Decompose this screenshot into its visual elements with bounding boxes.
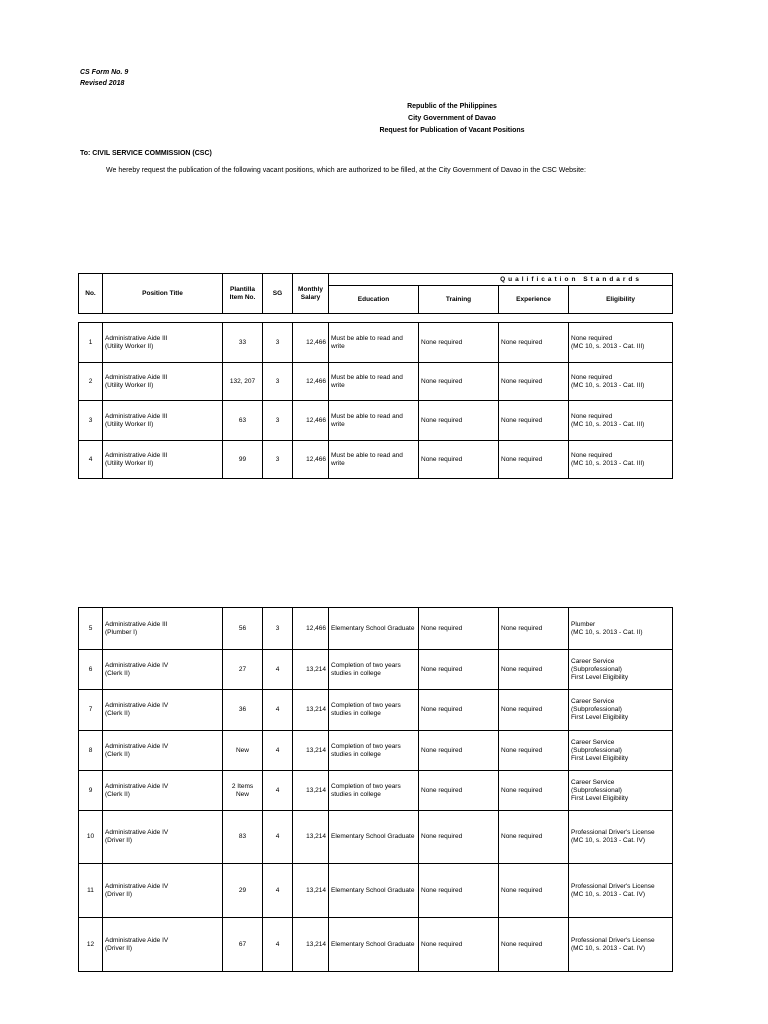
col-experience: Experience bbox=[499, 286, 569, 314]
eligibility-line: (MC 10, s. 2013 - Cat. IV) bbox=[571, 890, 646, 898]
position-title-line: (Clerk II) bbox=[105, 710, 130, 717]
eligibility-line: (MC 10, s. 2013 - Cat. III) bbox=[571, 342, 645, 350]
cell-education: Must be able to read and write bbox=[329, 323, 419, 363]
cell-no: 5 bbox=[79, 608, 103, 650]
table-row bbox=[79, 918, 673, 972]
plantilla-line: 99 bbox=[238, 455, 247, 463]
position-title-line: Administrative Aide IV bbox=[105, 782, 169, 790]
positions-table-1 bbox=[78, 322, 673, 479]
col-eligibility: Eligibility bbox=[569, 286, 673, 314]
cell-training: None required bbox=[419, 864, 499, 918]
cell-education: Completion of two years studies in college bbox=[329, 650, 419, 690]
cell-plantilla-item bbox=[223, 864, 263, 918]
position-title-line: (Utility Worker II) bbox=[105, 420, 154, 428]
cell-training: None required bbox=[419, 811, 499, 864]
col-qualification-standards: Qualification Standards bbox=[329, 274, 673, 286]
position-title-line: Administrative Aide IV bbox=[105, 882, 169, 890]
cell-experience: None required bbox=[499, 323, 569, 363]
cell-no: 8 bbox=[79, 731, 103, 771]
cell-sg: 3 bbox=[263, 323, 293, 363]
table-row bbox=[79, 690, 673, 731]
cell-education: Completion of two years studies in college bbox=[329, 731, 419, 771]
cell-position-title bbox=[103, 690, 223, 731]
plantilla-line: 36 bbox=[238, 706, 247, 713]
cell-sg: 3 bbox=[263, 608, 293, 650]
col-training: Training bbox=[419, 286, 499, 314]
table-row bbox=[79, 864, 673, 918]
cell-experience: None required bbox=[499, 771, 569, 811]
cell-monthly-salary: 12,466 bbox=[293, 608, 329, 650]
eligibility-line: None required bbox=[571, 373, 613, 381]
col-monthly-salary: Monthly Salary bbox=[293, 274, 329, 314]
position-title-line: Administrative Aide IV bbox=[105, 742, 169, 750]
plantilla-line: 132, 207 bbox=[229, 377, 256, 385]
eligibility-line: (MC 10, s. 2013 - Cat. II) bbox=[571, 628, 643, 636]
table-row bbox=[79, 401, 673, 441]
plantilla-line: 67 bbox=[238, 940, 247, 948]
column-header-table bbox=[78, 273, 673, 314]
eligibility-line: (MC 10, s. 2013 - Cat. III) bbox=[571, 381, 645, 389]
cell-monthly-salary: 12,466 bbox=[293, 441, 329, 479]
cell-experience: None required bbox=[499, 401, 569, 441]
table-row bbox=[79, 650, 673, 690]
cell-position-title bbox=[103, 323, 223, 363]
cell-eligibility bbox=[569, 608, 673, 650]
header-request-title: Request for Publication of Vacant Positions bbox=[379, 127, 525, 134]
cell-eligibility bbox=[569, 731, 673, 771]
cell-plantilla-item bbox=[223, 441, 263, 479]
col-no: No. bbox=[79, 274, 103, 314]
cell-monthly-salary: 13,214 bbox=[293, 918, 329, 972]
eligibility-line: First Level Eligibility bbox=[571, 794, 629, 802]
cell-no: 12 bbox=[79, 918, 103, 972]
eligibility-line: (Subprofessional) bbox=[571, 665, 622, 673]
position-title-line: Administrative Aide III bbox=[105, 412, 168, 420]
cell-plantilla-item bbox=[223, 731, 263, 771]
cell-no: 1 bbox=[79, 323, 103, 363]
cell-education: Must be able to read and write bbox=[329, 441, 419, 479]
cell-experience: None required bbox=[499, 811, 569, 864]
position-title-line: (Driver II) bbox=[105, 944, 133, 952]
cell-position-title bbox=[103, 608, 223, 650]
cell-training: None required bbox=[419, 731, 499, 771]
cell-experience: None required bbox=[499, 608, 569, 650]
position-title-line: Administrative Aide IV bbox=[105, 829, 169, 836]
eligibility-line: (Subprofessional) bbox=[571, 706, 622, 713]
cell-plantilla-item bbox=[223, 771, 263, 811]
cell-no: 2 bbox=[79, 363, 103, 401]
eligibility-line: None required bbox=[571, 412, 613, 420]
position-title-line: Administrative Aide IV bbox=[105, 661, 169, 669]
table-row bbox=[79, 731, 673, 771]
cell-sg: 4 bbox=[263, 690, 293, 731]
cell-education: Completion of two years studies in college bbox=[329, 771, 419, 811]
header-republic: Republic of the Philippines bbox=[407, 103, 497, 110]
cell-training: None required bbox=[419, 608, 499, 650]
form-number: CS Form No. 9 bbox=[80, 69, 129, 76]
cell-sg: 4 bbox=[263, 650, 293, 690]
cell-plantilla-item bbox=[223, 323, 263, 363]
plantilla-line: 29 bbox=[238, 886, 247, 894]
eligibility-line: (MC 10, s. 2013 - Cat. IV) bbox=[571, 944, 646, 952]
cell-training: None required bbox=[419, 771, 499, 811]
cell-plantilla-item bbox=[223, 608, 263, 650]
eligibility-line: Plumber bbox=[571, 620, 596, 628]
position-title-line: (Clerk II) bbox=[105, 790, 130, 798]
table-row bbox=[79, 363, 673, 401]
eligibility-line: (MC 10, s. 2013 - Cat. IV) bbox=[571, 837, 646, 844]
position-title-line: (Utility Worker II) bbox=[105, 381, 154, 389]
cell-sg: 3 bbox=[263, 441, 293, 479]
cell-monthly-salary: 13,214 bbox=[293, 864, 329, 918]
cell-training: None required bbox=[419, 650, 499, 690]
cell-education: Must be able to read and write bbox=[329, 363, 419, 401]
col-education: Education bbox=[329, 286, 419, 314]
position-title-line: (Utility Worker II) bbox=[105, 459, 154, 467]
cell-experience: None required bbox=[499, 731, 569, 771]
cell-eligibility bbox=[569, 771, 673, 811]
plantilla-line: 56 bbox=[238, 624, 247, 632]
position-title-line: Administrative Aide IV bbox=[105, 702, 169, 709]
cell-eligibility bbox=[569, 401, 673, 441]
cell-training: None required bbox=[419, 441, 499, 479]
cell-training: None required bbox=[419, 401, 499, 441]
cell-position-title bbox=[103, 731, 223, 771]
plantilla-line: 33 bbox=[238, 338, 247, 346]
cell-position-title bbox=[103, 771, 223, 811]
cell-plantilla-item bbox=[223, 363, 263, 401]
cell-eligibility bbox=[569, 441, 673, 479]
eligibility-line: First Level Eligibility bbox=[571, 673, 629, 681]
plantilla-line: 27 bbox=[238, 665, 247, 673]
eligibility-line: First Level Eligibility bbox=[571, 714, 629, 721]
eligibility-line: First Level Eligibility bbox=[571, 754, 629, 762]
cell-experience: None required bbox=[499, 441, 569, 479]
cell-eligibility bbox=[569, 864, 673, 918]
eligibility-line: Career Service bbox=[571, 657, 615, 665]
cell-training: None required bbox=[419, 918, 499, 972]
table-row bbox=[79, 441, 673, 479]
cell-monthly-salary: 12,466 bbox=[293, 401, 329, 441]
cell-plantilla-item bbox=[223, 918, 263, 972]
eligibility-line: Professional Driver's License bbox=[571, 882, 655, 890]
position-title-line: (Clerk II) bbox=[105, 750, 130, 758]
cell-no: 4 bbox=[79, 441, 103, 479]
eligibility-line: (MC 10, s. 2013 - Cat. III) bbox=[571, 459, 645, 467]
eligibility-line: Professional Driver's License bbox=[571, 829, 655, 836]
plantilla-line: 2 Items bbox=[231, 782, 254, 790]
cell-sg: 4 bbox=[263, 811, 293, 864]
cell-no: 3 bbox=[79, 401, 103, 441]
cell-plantilla-item bbox=[223, 650, 263, 690]
col-sg: SG bbox=[263, 274, 293, 314]
plantilla-line: New bbox=[235, 746, 249, 754]
position-title-line: Administrative Aide III bbox=[105, 373, 168, 381]
cell-education: Must be able to read and write bbox=[329, 401, 419, 441]
cell-experience: None required bbox=[499, 650, 569, 690]
cell-eligibility bbox=[569, 363, 673, 401]
cell-training: None required bbox=[419, 363, 499, 401]
eligibility-line: Professional Driver's License bbox=[571, 936, 655, 944]
cell-sg: 4 bbox=[263, 771, 293, 811]
position-title-line: (Clerk II) bbox=[105, 669, 130, 677]
cell-monthly-salary: 13,214 bbox=[293, 771, 329, 811]
table-row bbox=[79, 811, 673, 864]
form-revision: Revised 2018 bbox=[80, 80, 125, 87]
table-row bbox=[79, 771, 673, 811]
cell-education: Completion of two years studies in college bbox=[329, 690, 419, 731]
cell-no: 7 bbox=[79, 690, 103, 731]
cell-no: 10 bbox=[79, 811, 103, 864]
cell-experience: None required bbox=[499, 918, 569, 972]
cell-monthly-salary: 13,214 bbox=[293, 811, 329, 864]
position-title-line: (Plumber I) bbox=[105, 628, 138, 636]
cell-monthly-salary: 13,214 bbox=[293, 650, 329, 690]
eligibility-line: (Subprofessional) bbox=[571, 746, 622, 754]
cell-position-title bbox=[103, 811, 223, 864]
position-title-line: (Driver II) bbox=[105, 837, 133, 844]
cell-position-title bbox=[103, 918, 223, 972]
eligibility-line: None required bbox=[571, 451, 613, 459]
cell-monthly-salary: 12,466 bbox=[293, 363, 329, 401]
eligibility-line: (Subprofessional) bbox=[571, 786, 622, 794]
position-title-line: Administrative Aide IV bbox=[105, 936, 169, 944]
cell-position-title bbox=[103, 441, 223, 479]
cell-plantilla-item bbox=[223, 690, 263, 731]
cell-monthly-salary: 12,466 bbox=[293, 323, 329, 363]
cell-eligibility bbox=[569, 690, 673, 731]
cell-position-title bbox=[103, 363, 223, 401]
cell-training: None required bbox=[419, 690, 499, 731]
position-title-line: (Utility Worker II) bbox=[105, 342, 154, 350]
eligibility-line: Career Service bbox=[571, 698, 615, 705]
cell-education: Elementary School Graduate bbox=[329, 864, 419, 918]
cell-no: 11 bbox=[79, 864, 103, 918]
position-title-line: Administrative Aide III bbox=[105, 451, 168, 459]
position-title-line: Administrative Aide III bbox=[105, 334, 168, 342]
cell-eligibility bbox=[569, 323, 673, 363]
eligibility-line: Career Service bbox=[571, 778, 615, 786]
cell-sg: 4 bbox=[263, 864, 293, 918]
cell-education: Elementary School Graduate bbox=[329, 608, 419, 650]
cell-experience: None required bbox=[499, 363, 569, 401]
cell-no: 6 bbox=[79, 650, 103, 690]
eligibility-line: None required bbox=[571, 334, 613, 342]
cell-sg: 3 bbox=[263, 363, 293, 401]
cell-experience: None required bbox=[499, 690, 569, 731]
cell-plantilla-item bbox=[223, 811, 263, 864]
cell-position-title bbox=[103, 864, 223, 918]
cell-experience: None required bbox=[499, 864, 569, 918]
cell-sg: 4 bbox=[263, 918, 293, 972]
cell-education: Elementary School Graduate bbox=[329, 811, 419, 864]
cell-monthly-salary: 13,214 bbox=[293, 731, 329, 771]
addressee: To: CIVIL SERVICE COMMISSION (CSC) bbox=[80, 150, 212, 157]
cell-sg: 3 bbox=[263, 401, 293, 441]
table-row bbox=[79, 323, 673, 363]
cell-eligibility bbox=[569, 650, 673, 690]
positions-table-2 bbox=[78, 607, 673, 972]
cell-position-title bbox=[103, 650, 223, 690]
eligibility-line: (MC 10, s. 2013 - Cat. III) bbox=[571, 420, 645, 428]
position-title-line: Administrative Aide III bbox=[105, 620, 168, 628]
plantilla-line: New bbox=[235, 790, 249, 798]
col-position-title: Position Title bbox=[103, 274, 223, 314]
eligibility-line: Career Service bbox=[571, 738, 615, 746]
plantilla-line: 83 bbox=[238, 833, 247, 840]
cell-eligibility bbox=[569, 811, 673, 864]
cell-position-title bbox=[103, 401, 223, 441]
cell-eligibility bbox=[569, 918, 673, 972]
plantilla-line: 63 bbox=[238, 416, 247, 424]
header-city-government: City Government of Davao bbox=[408, 115, 496, 122]
position-title-line: (Driver II) bbox=[105, 890, 133, 898]
cell-monthly-salary: 13,214 bbox=[293, 690, 329, 731]
table-row bbox=[79, 608, 673, 650]
cell-no: 9 bbox=[79, 771, 103, 811]
intro-paragraph: We hereby request the publication of the following vacant positions, which are authorized to be filled, at the City Government of Davao in the CSC Website: bbox=[106, 167, 586, 174]
col-plantilla: Plantilla Item No. bbox=[223, 274, 263, 314]
cell-plantilla-item bbox=[223, 401, 263, 441]
cell-sg: 4 bbox=[263, 731, 293, 771]
cell-training: None required bbox=[419, 323, 499, 363]
cell-education: Elementary School Graduate bbox=[329, 918, 419, 972]
